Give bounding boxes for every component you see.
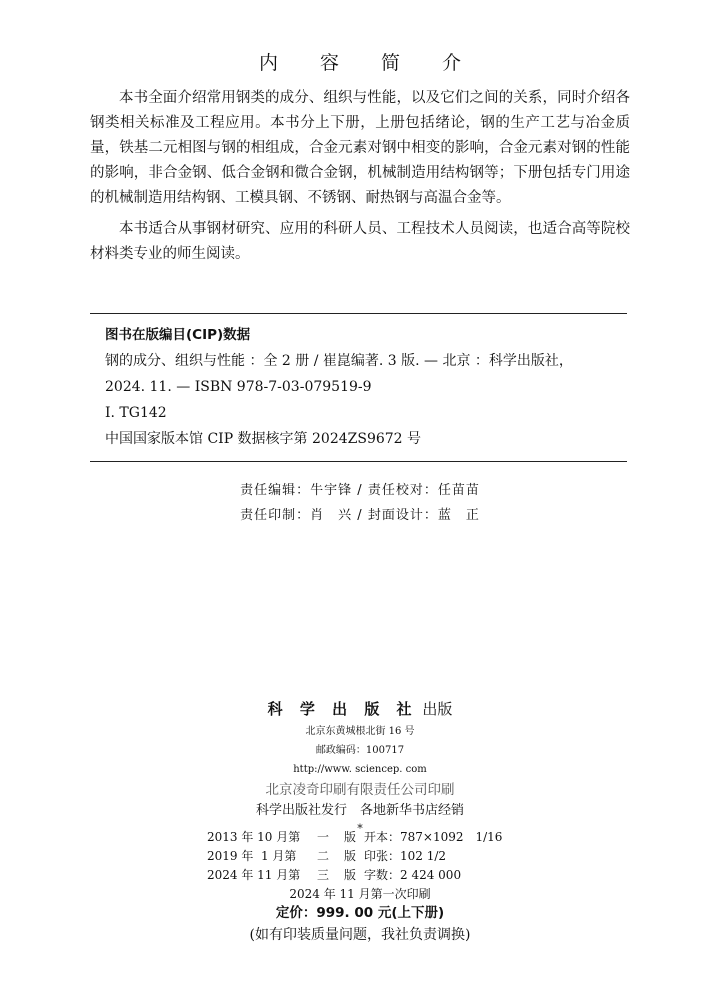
summary-paragraph-2: 本书适合从事钢材研究、应用的科研人员、工程技术人员阅读，也适合高等院校材料类专业的师生阅读。 bbox=[90, 221, 630, 262]
edition-label: 版 bbox=[343, 849, 356, 863]
edition-row bbox=[207, 866, 502, 885]
price-label: 定价：999. 00 元(上下册) bbox=[275, 905, 445, 921]
separator-star: * bbox=[357, 822, 363, 835]
quality-notice: (如有印装质量问题，我社负责调换) bbox=[249, 927, 471, 943]
edition-date: 2024 年 11 月第 bbox=[207, 868, 301, 882]
price-block bbox=[0, 885, 720, 947]
cip-line: 钢的成分、组织与性能 ：全 2 册 / 崔崑编著. 3 版. — 北京 ：科学出版社， bbox=[105, 353, 573, 369]
edition-row bbox=[207, 828, 502, 847]
cip-line: Ⅰ. TG142 bbox=[105, 405, 167, 421]
edition-row bbox=[207, 847, 502, 866]
publisher-logo-text: 科 学 出 版 社 bbox=[267, 700, 418, 718]
edition-number: 三 bbox=[316, 868, 329, 882]
distribution-line: 科学出版社发行 各地新华书店经销 bbox=[255, 803, 464, 818]
cip-line: 2024. 11. — ISBN 978-7-03-079519-9 bbox=[105, 379, 372, 395]
first-printing: 2024 年 11 月第一次印刷 bbox=[289, 887, 431, 901]
edition-label: 版 bbox=[343, 868, 356, 882]
credits-line-editor: 责任编辑：牛宇锋 / 责任校对：任苗苗 bbox=[240, 483, 480, 498]
cip-heading: 图书在版编目(CIP)数据 bbox=[105, 327, 251, 343]
credits-block bbox=[0, 478, 720, 528]
publisher-address: 北京东黄城根北街 16 号 bbox=[305, 726, 415, 737]
summary-section bbox=[90, 86, 630, 273]
cip-top-divider bbox=[90, 313, 627, 314]
edition-spec: 印张：102 1/2 bbox=[364, 849, 447, 863]
cip-line: 中国国家版本馆 CIP 数据核字第 2024ZS9672 号 bbox=[105, 431, 422, 447]
edition-label: 版 bbox=[343, 830, 356, 844]
edition-date: 2019 年 1 月第 bbox=[207, 849, 297, 863]
publisher-postcode: 邮政编码：100717 bbox=[315, 745, 405, 756]
publisher-suffix: 出版 bbox=[422, 700, 453, 718]
cip-bottom-divider bbox=[90, 461, 627, 462]
edition-spec: 开本：787×1092 1/16 bbox=[364, 830, 503, 844]
publisher-website: http://www. sciencep. com bbox=[293, 764, 427, 775]
publisher-name bbox=[0, 696, 720, 722]
publisher-block bbox=[0, 696, 720, 837]
editions-table bbox=[207, 828, 502, 885]
edition-number: 二 bbox=[316, 849, 329, 863]
credits-line-printing: 责任印制：肖 兴 / 封面设计：蓝 正 bbox=[240, 508, 480, 523]
summary-paragraph-1: 本书全面介绍常用钢类的成分、组织与性能，以及它们之间的关系，同时介绍各钢类相关标准及工程应用。本书分上下册，上册包括绪论，钢的生产工艺与冶金质量，铁基二元相图与钢的相组成，合金元素对钢中相变的影响，合金元素对钢的性能的影响，非合金钢、低合金钢和微合金钢，机械制造用结构钢等；下册包括专门用途的机械制造用结构钢、工模具钢、不锈钢、耐热钢与高温合金等。 bbox=[90, 90, 630, 206]
cip-block bbox=[105, 322, 625, 452]
printer-line: 北京凌奇印刷有限责任公司印刷 bbox=[265, 782, 455, 798]
page-title: 内 容 简 介 bbox=[258, 52, 480, 74]
edition-spec: 字数：2 424 000 bbox=[364, 868, 462, 882]
edition-number: 一 bbox=[316, 830, 329, 844]
edition-date: 2013 年 10 月第 bbox=[207, 830, 301, 844]
